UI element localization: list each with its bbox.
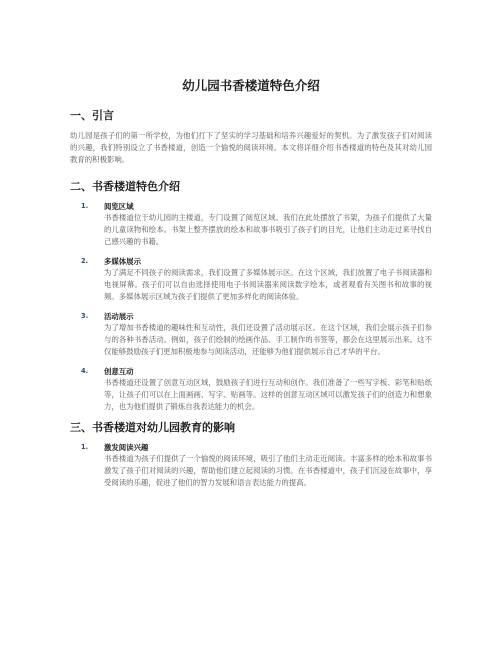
section-heading-impact: 三、书香楼道对幼儿园教育的影响 [70, 421, 235, 434]
list-item-number: 2. [81, 257, 89, 265]
list-item [70, 366, 432, 413]
list-item-number: 3. [81, 312, 89, 320]
features-list [70, 201, 432, 413]
list-item-title: 阅览区域 [104, 202, 134, 211]
list-item [70, 311, 432, 358]
section-heading-features: 二、书香楼道特色介绍 [70, 180, 180, 193]
list-item-number: 1. [81, 443, 89, 451]
list-item-title: 激发阅读兴趣 [104, 443, 149, 452]
list-item-body: 书香楼道位于幼儿园的主楼道，专门设置了阅览区域。我们在此处摆放了书架，为孩子们提供了大量的儿童读物和绘本。书架上整齐摆放的绘本和故事书吸引了孩子们的目光，让他们主动走过来寻找自己感兴趣的书籍。 [104, 213, 432, 246]
list-item-number: 1. [81, 202, 89, 210]
document-title: 幼儿园书香楼道特色介绍 [182, 78, 320, 93]
impact-list [70, 442, 432, 489]
list-item-title: 多媒体展示 [104, 257, 141, 266]
list-item [70, 201, 432, 248]
list-item-title: 创意互动 [104, 367, 134, 376]
list-item-body: 书香楼道还设置了创意互动区域，鼓励孩子们进行互动和创作。我们准备了一些写字板、彩笔和贴纸等，让孩子们可以在上面画画、写字、贴画等。这样的创意互动区域可以激发孩子们的创造力和想象力，也为他们提供了锻炼自我表达能力的机会。 [104, 378, 432, 411]
list-item-body: 书香楼道为孩子们提供了一个愉悦的阅读环境，吸引了他们主动走近阅读。丰富多样的绘本和故事书激发了孩子们对阅读的兴趣，帮助他们建立起阅读的习惯。在书香楼道中，孩子们沉浸在故事中，享受阅读的乐趣，促进了他们的智力发展和语言表达能力的提高。 [104, 454, 432, 487]
list-item-body: 为了增加书香楼道的趣味性和互动性，我们还设置了活动展示区。在这个区域，我们会展示孩子们参与的各种书香活动。例如，孩子们绘制的绘画作品、手工制作的书签等，都会在这里展示出来。这不仅能够鼓励孩子们更加积极地参与阅读活动，还能够为他们提供展示自己才华的平台。 [104, 323, 432, 356]
list-item [70, 256, 432, 303]
list-item [70, 442, 432, 489]
list-item-number: 4. [81, 367, 89, 375]
list-item-body: 为了满足不同孩子的阅读需求，我们设置了多媒体展示区。在这个区域，我们放置了电子书阅读器和电视屏幕。孩子们可以自由选择使用电子书阅读器来阅读数字绘本，或者观看有关图书和故事的视频。多媒体展示区域为孩子们提供了更加多样化的阅读体验。 [104, 268, 432, 301]
section-heading-introduction: 一、引言 [70, 109, 114, 122]
list-item-title: 活动展示 [104, 312, 134, 321]
section-paragraph-introduction: 幼儿园是孩子们的第一所学校，为他们打下了坚实的学习基础和培养兴趣爱好的契机。为了激发孩子们对阅读的兴趣，我们特别设立了书香楼道，创造一个愉悦的阅读环境。本文将详细介绍书香楼道的特色及其对幼儿园教育的积极影响。 [70, 131, 432, 164]
